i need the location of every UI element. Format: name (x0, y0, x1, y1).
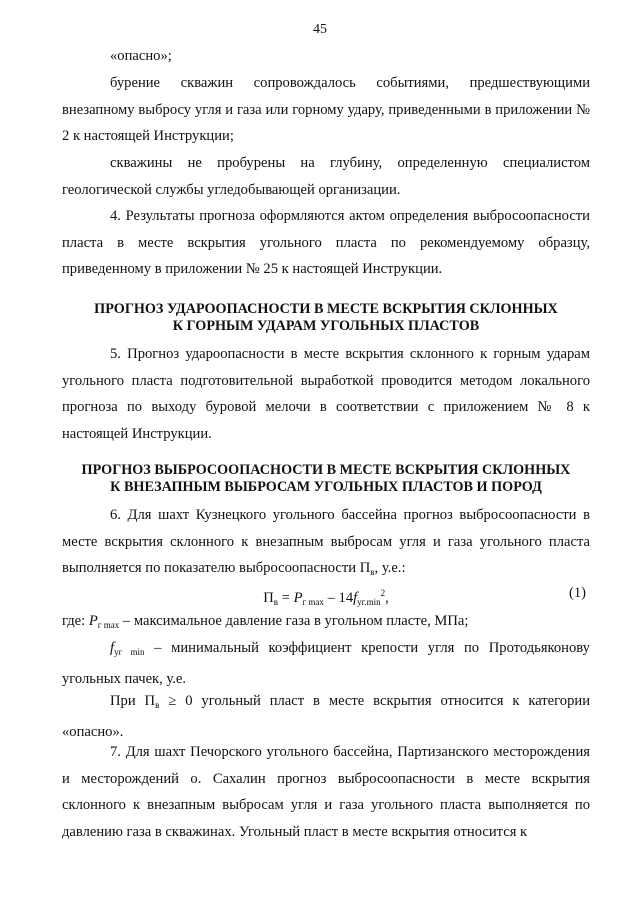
where-sub-f: уг min (114, 647, 145, 657)
formula-equals: = (278, 590, 294, 606)
formula-f-sub: уг.min (357, 597, 381, 607)
paragraph-item-6-end: , у.е.: (374, 560, 406, 576)
where-var-p: P (88, 613, 98, 629)
section-heading-rockburst (62, 301, 590, 335)
paragraph-wells-depth: скважины не пробурены на глубину, определенную специалистом геологической службы угледобывающей организации. (62, 155, 590, 198)
where-text-f: – минимальный коэффициент крепости угля по Протодьяконову угольных пачек, у.е. (62, 640, 590, 687)
formula-1 (62, 580, 590, 607)
paragraph-item-6 (62, 502, 590, 586)
subscript: в (370, 567, 375, 577)
category-sub: в (155, 700, 160, 710)
paragraph-item-7: 7. Для шахт Печорского угольного бассейна, Партизанского месторождения и месторождений о. Сахалин прогноз выбросоопасности в месте вскрытия склонного к внезапным выбросам угля и газа угольного пласта выполняется по давлению газа в скважинах. Угольный пласт в месте вскрытия относится к (62, 744, 590, 840)
heading-line: ПРОГНОЗ УДАРООПАСНОСТИ В МЕСТЕ ВСКРЫТИЯ СКЛОННЫХ (94, 301, 558, 317)
section-heading-outburst (62, 462, 590, 496)
where-var-f: f (110, 640, 115, 656)
heading-line: ПРОГНОЗ ВЫБРОСООПАСНОСТИ В МЕСТЕ ВСКРЫТИЯ СКЛОННЫХ (81, 462, 571, 478)
formula-p: P (293, 590, 303, 606)
page-number: 45 (313, 22, 327, 37)
paragraph-where-f (62, 635, 590, 692)
formula-tail: , (385, 590, 389, 606)
where-prefix: где: (62, 613, 89, 629)
where-text-p: – максимальное давление газа в угольном пласте, МПа; (119, 613, 469, 629)
paragraph-item-4: 4. Результаты прогноза оформляются актом определения выбросоопасности пласта в месте вскрытия угольного пласта по рекомендуемому образцу, приведенному в приложении № 25 к настоящей Инструкции. (62, 208, 590, 277)
paragraph-item-5: 5. Прогноз удароопасности в месте вскрытия склонного к горным ударам угольного пласта подготовительной выработкой проводится методом локального прогноза по выходу буровой мелочи в соответствии с приложением № 8 к настоящей Инструкции. (62, 346, 590, 442)
formula-number: (1) (568, 585, 586, 601)
paragraph-where-p (62, 608, 590, 639)
paragraph-drilling-events: бурение скважин сопровождалось событиями, предшествующими внезапному выбросу угля и газа или горному удару, приведенными в приложении № 2 к настоящей Инструкции; (62, 75, 590, 144)
formula-p-sub: г max (302, 597, 324, 607)
formula-lhs-sub: в (273, 597, 279, 607)
category-start: При П (110, 693, 156, 709)
paragraph-item-6-text: 6. Для шахт Кузнецкого угольного бассейна прогноз выбросоопасности в месте вскрытия склонного к внезапным выбросам угля и газа угольного пласта выполняется по показателю выбросоопасности П (62, 507, 590, 576)
heading-line: К ВНЕЗАПНЫМ ВЫБРОСАМ УГОЛЬНЫХ ПЛАСТОВ И ПОРОД (110, 479, 542, 495)
where-sub-p: г max (97, 620, 120, 630)
formula-minus: – 14 (323, 590, 354, 606)
paragraph-opasno: «опасно»; (110, 48, 172, 64)
formula-lhs: П (263, 590, 274, 606)
category-text: ≥ 0 угольный пласт в месте вскрытия относится к категории «опасно». (62, 693, 590, 740)
heading-line: К ГОРНЫМ УДАРАМ УГОЛЬНЫХ ПЛАСТОВ (172, 318, 480, 334)
paragraph-category (62, 688, 590, 745)
formula-f-sup: 2 (380, 588, 386, 598)
formula-f: f (353, 590, 358, 606)
